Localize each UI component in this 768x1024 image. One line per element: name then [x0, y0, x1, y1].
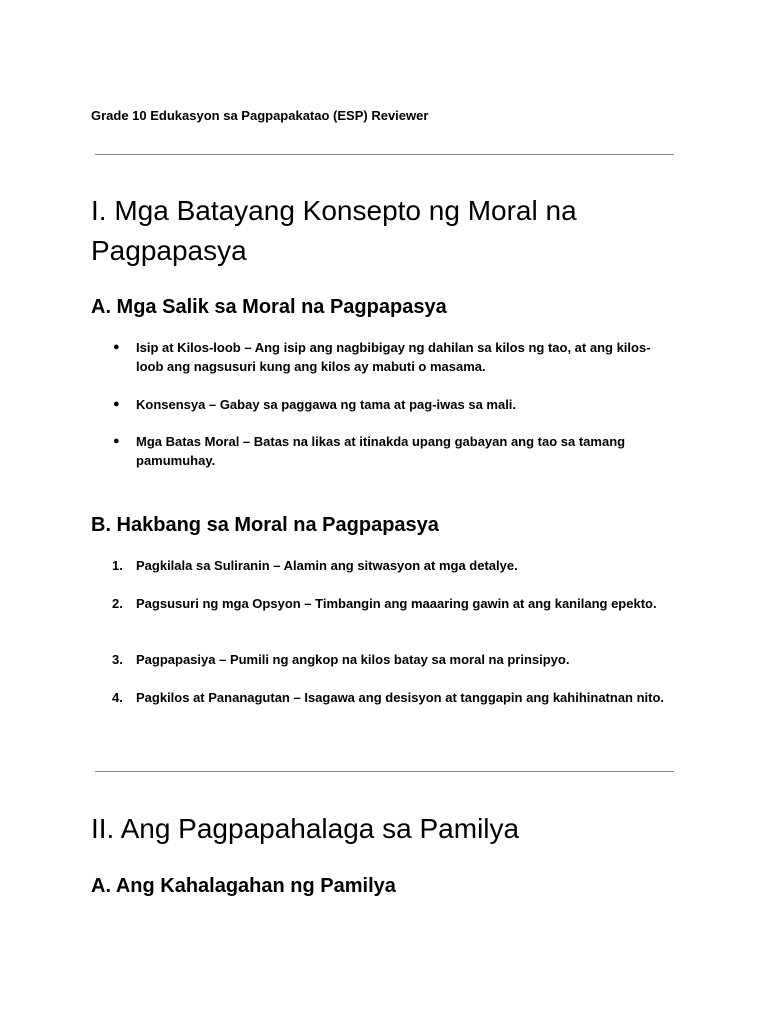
- section-heading-2: II. Ang Pagpapahalaga sa Pamilya: [91, 813, 520, 844]
- subsection-heading-1a: A. Mga Salik sa Moral na Pagpapasya: [91, 296, 447, 318]
- list-item-text: Isip at Kilos-loob – Ang isip ang nagbibigay ng dahilan sa kilos ng tao, at ang kilos-loob ang nagsusuri kung ang kilos ay mabuti o masama.: [136, 340, 651, 374]
- list-item-text: Pagpapasiya – Pumili ng angkop na kilos batay sa moral na prinsipyo.: [136, 652, 570, 667]
- bullet-icon: ●: [113, 435, 120, 447]
- horizontal-divider: [95, 771, 674, 772]
- list-number: 1.: [112, 558, 123, 573]
- subsection-heading-2a: A. Ang Kahalagahan ng Pamilya: [91, 875, 396, 897]
- bullet-icon: ●: [113, 341, 120, 353]
- section-heading-1: I. Mga Batayang Konsepto ng Moral na Pagpapasya: [91, 195, 577, 266]
- bullet-icon: ●: [113, 398, 120, 410]
- document-title: Grade 10 Edukasyon sa Pagpapakatao (ESP) Reviewer: [91, 108, 429, 123]
- list-number: 4.: [112, 690, 123, 705]
- list-item-text: Pagkilos at Pananagutan – Isagawa ang desisyon at tanggapin ang kahihinatnan nito.: [136, 690, 665, 705]
- list-item-text: Pagkilala sa Suliranin – Alamin ang sitwasyon at mga detalye.: [136, 558, 518, 573]
- list-number: 3.: [112, 652, 123, 667]
- list-item-text: Konsensya – Gabay sa paggawa ng tama at pag-iwas sa mali.: [136, 397, 517, 412]
- subsection-heading-1b: B. Hakbang sa Moral na Pagpapasya: [91, 514, 439, 536]
- list-item-text: Mga Batas Moral – Batas na likas at itinakda upang gabayan ang tao sa tamang pamumuhay.: [136, 434, 626, 468]
- list-item-text: Pagsusuri ng mga Opsyon – Timbangin ang maaaring gawin at ang kanilang epekto.: [136, 596, 657, 611]
- list-number: 2.: [112, 596, 123, 611]
- horizontal-divider: [95, 154, 674, 155]
